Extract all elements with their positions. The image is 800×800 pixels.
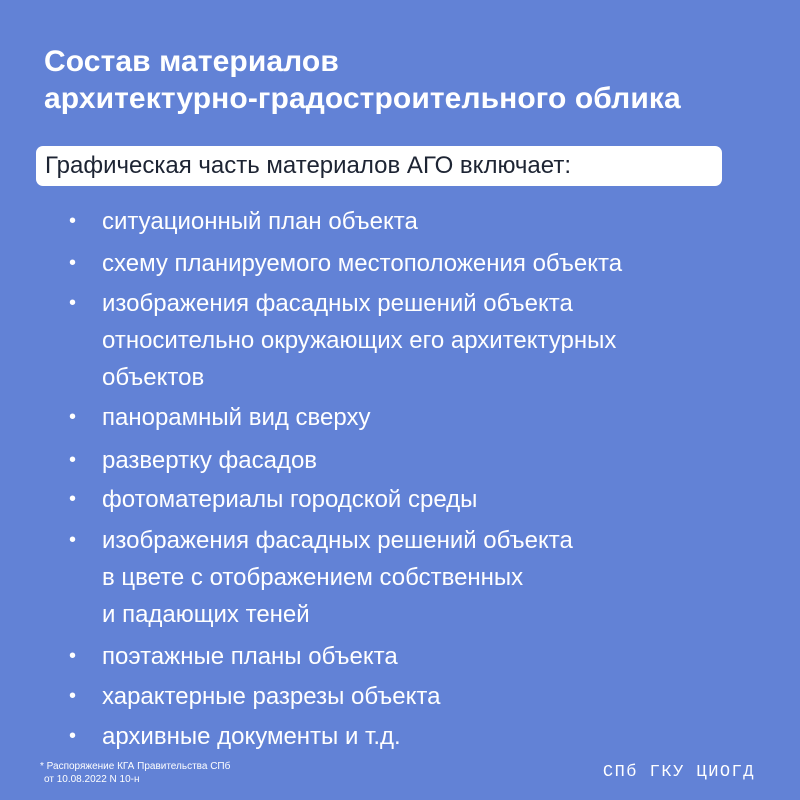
footnote xyxy=(40,760,230,786)
title-line-1: Состав материалов xyxy=(44,45,339,78)
list-item-line: поэтажные планы объекта xyxy=(102,643,398,670)
bullet-icon: • xyxy=(69,488,77,510)
bullet-icon: • xyxy=(69,645,77,667)
list-item xyxy=(69,481,742,518)
list-item xyxy=(69,245,742,282)
list-item-line: изображения фасадных решений объекта xyxy=(102,290,573,317)
list-item-line: ситуационный план объекта xyxy=(102,208,418,235)
bullet-icon: • xyxy=(69,292,77,314)
brand-label: СПб ГКУ ЦИОГД xyxy=(602,763,755,782)
list-item-line: архивные документы и т.д. xyxy=(102,723,401,750)
list-item-line: фотоматериалы городской среды xyxy=(102,486,478,513)
subtitle-box xyxy=(36,146,722,186)
footnote-line-1: * Распоряжение КГА Правительства СПб xyxy=(40,761,231,772)
list-item xyxy=(69,678,742,715)
footnote-line-2: от 10.08.2022 N 10-н xyxy=(44,774,140,785)
page-title xyxy=(44,43,681,117)
bullet-icon: • xyxy=(69,529,77,551)
list-item xyxy=(69,203,742,240)
list-item-line: и падающих теней xyxy=(102,601,310,628)
list-item-line: изображения фасадных решений объекта xyxy=(102,527,573,554)
list-item-line: относительно окружающих его архитектурных xyxy=(102,327,617,354)
list-item xyxy=(69,399,742,436)
list-item xyxy=(69,638,742,675)
list-item xyxy=(69,522,742,633)
bullet-icon: • xyxy=(69,449,77,471)
bullet-icon: • xyxy=(69,252,77,274)
list-item-line: панорамный вид сверху xyxy=(102,404,371,431)
list-item-line: объектов xyxy=(102,364,205,391)
list-item-line: схему планируемого местоположения объекта xyxy=(102,250,623,277)
bullet-icon: • xyxy=(69,406,77,428)
list-item xyxy=(69,718,742,755)
list-item-line: развертку фасадов xyxy=(102,447,318,474)
bullet-icon: • xyxy=(69,685,77,707)
list-item xyxy=(69,285,742,396)
list-item-line: в цвете с отображением собственных xyxy=(102,564,524,591)
list-item xyxy=(69,442,742,479)
title-line-2: архитектурно-градостроительного облика xyxy=(44,82,681,115)
bullet-icon: • xyxy=(69,725,77,747)
list-item-line: характерные разрезы объекта xyxy=(102,683,441,710)
bullet-icon: • xyxy=(69,210,77,232)
subtitle-text: Графическая часть материалов АГО включает: xyxy=(45,152,571,179)
